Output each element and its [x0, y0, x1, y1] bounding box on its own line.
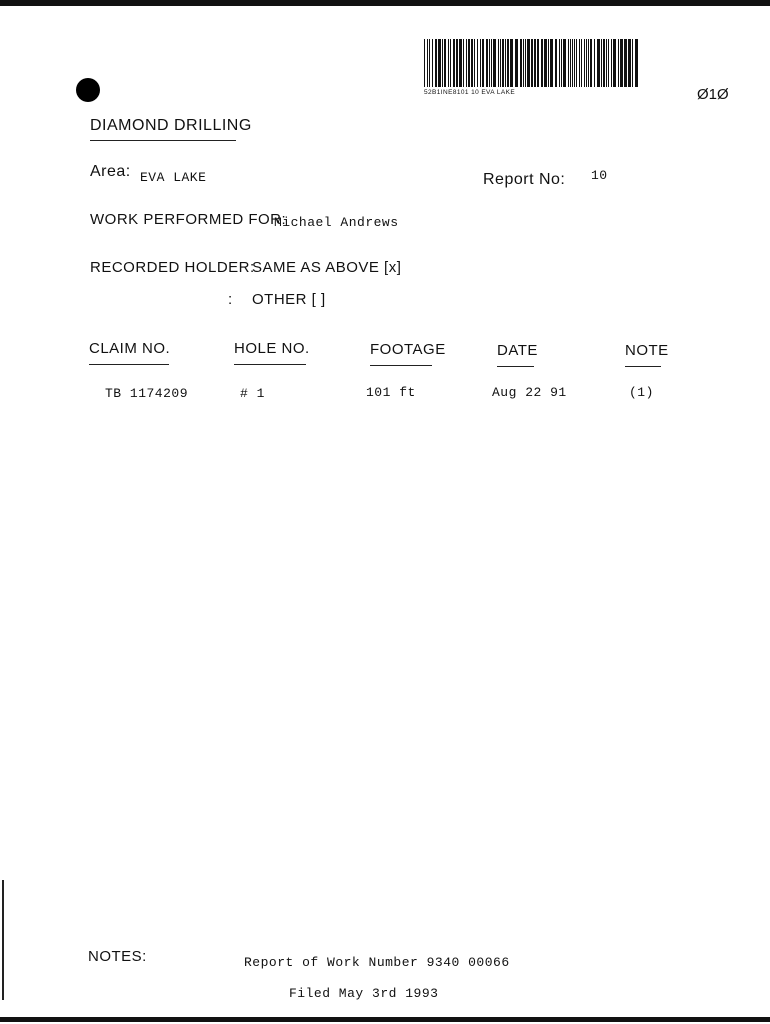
- col-header-claim: CLAIM NO.: [89, 340, 171, 357]
- punch-hole: [76, 78, 100, 102]
- area-label: Area:: [90, 163, 131, 180]
- performed-for-label: WORK PERFORMED FOR:: [90, 211, 287, 228]
- barcode-bar: [584, 39, 585, 87]
- barcode-bar: [482, 39, 484, 87]
- barcode-bar: [525, 39, 526, 87]
- barcode-bar: [500, 39, 501, 87]
- barcode-bar: [459, 39, 462, 87]
- barcode-bar: [601, 39, 602, 87]
- barcode-bar: [463, 39, 464, 87]
- barcode-bar: [632, 39, 633, 87]
- barcode-bar: [579, 39, 580, 87]
- barcode-bar: [561, 39, 562, 87]
- barcode-bar: [624, 39, 627, 87]
- barcode-bar: [527, 39, 530, 87]
- page-title: DIAMOND DRILLING: [90, 117, 252, 134]
- cell-footage: 101 ft: [366, 385, 416, 400]
- top-border: [0, 0, 770, 6]
- barcode-bar: [635, 39, 638, 87]
- barcode-bar: [474, 39, 475, 87]
- col-underline-note: [625, 366, 661, 367]
- barcode-bar: [597, 39, 600, 87]
- barcode-bar: [588, 39, 589, 87]
- barcode-bar: [435, 39, 437, 87]
- notes-line-2: Filed May 3rd 1993: [289, 986, 439, 1001]
- barcode-bar: [606, 39, 607, 87]
- barcode-bar: [438, 39, 441, 87]
- barcode-bar: [424, 39, 425, 87]
- barcode-graphic: [424, 39, 642, 87]
- barcode-bar: [544, 39, 547, 87]
- barcode-bar: [608, 39, 609, 87]
- col-underline-hole: [234, 364, 306, 365]
- barcode-bar: [491, 39, 492, 87]
- barcode-bar: [493, 39, 496, 87]
- barcode-bar: [531, 39, 533, 87]
- holder-other-colon: :: [228, 291, 233, 308]
- barcode-bar: [550, 39, 553, 87]
- barcode-bar: [603, 39, 605, 87]
- recorded-holder-label: RECORDED HOLDER:: [90, 259, 255, 276]
- barcode-bar: [570, 39, 571, 87]
- barcode-bar: [555, 39, 557, 87]
- col-header-hole: HOLE NO.: [234, 340, 310, 357]
- barcode-bar: [444, 39, 446, 87]
- col-underline-footage: [370, 365, 432, 366]
- barcode-bar: [520, 39, 522, 87]
- left-edge: [2, 880, 4, 1000]
- report-value: 10: [591, 168, 608, 183]
- barcode-bar: [620, 39, 623, 87]
- barcode-bar: [498, 39, 499, 87]
- barcode-bar: [548, 39, 549, 87]
- barcode-bar: [572, 39, 573, 87]
- title-underline: [90, 140, 236, 141]
- barcode-bar: [432, 39, 433, 87]
- area-value: EVA LAKE: [140, 170, 207, 185]
- cell-note: (1): [629, 385, 654, 400]
- cell-date: Aug 22 91: [492, 385, 567, 400]
- col-header-date: DATE: [497, 342, 538, 359]
- barcode-bar: [537, 39, 539, 87]
- barcode-bar: [505, 39, 506, 87]
- barcode-bar: [510, 39, 513, 87]
- barcode-bar: [594, 39, 595, 87]
- report-label: Report No:: [483, 171, 566, 188]
- barcode-bar: [442, 39, 443, 87]
- barcode-bar: [576, 39, 577, 87]
- corner-code: Ø1Ø: [697, 86, 729, 103]
- cell-hole: # 1: [240, 386, 265, 401]
- barcode-bar: [502, 39, 504, 87]
- performed-for-value: Michael Andrews: [274, 215, 399, 230]
- notes-line-1: Report of Work Number 9340 00066: [244, 955, 510, 970]
- barcode-bar: [581, 39, 582, 87]
- col-underline-date: [497, 366, 534, 367]
- barcode-bar: [628, 39, 631, 87]
- barcode-bar: [448, 39, 449, 87]
- holder-other-option: OTHER [ ]: [252, 291, 326, 308]
- bottom-border: [0, 1017, 770, 1022]
- barcode-bar: [427, 39, 428, 87]
- barcode-bar: [456, 39, 458, 87]
- barcode-bar: [559, 39, 560, 87]
- barcode-bar: [480, 39, 481, 87]
- notes-label: NOTES:: [88, 948, 147, 965]
- barcode-bar: [523, 39, 524, 87]
- barcode-bar: [486, 39, 488, 87]
- barcode-bar: [468, 39, 470, 87]
- barcode-bar: [618, 39, 619, 87]
- col-header-footage: FOOTAGE: [370, 341, 446, 358]
- barcode-bar: [534, 39, 536, 87]
- barcode-bar: [613, 39, 616, 87]
- barcode: [424, 39, 642, 87]
- barcode-bar: [507, 39, 509, 87]
- barcode-bar: [568, 39, 569, 87]
- barcode-bar: [450, 39, 451, 87]
- barcode-caption: 52B1INE8101 10 EVA LAKE: [424, 89, 516, 96]
- barcode-bar: [489, 39, 490, 87]
- cell-claim: TB 1174209: [105, 386, 189, 401]
- col-header-note: NOTE: [625, 342, 669, 359]
- barcode-bar: [429, 39, 430, 87]
- barcode-bar: [590, 39, 592, 87]
- barcode-bar: [574, 39, 575, 87]
- barcode-bar: [515, 39, 518, 87]
- barcode-bar: [466, 39, 467, 87]
- barcode-bar: [563, 39, 566, 87]
- col-underline-claim: [89, 364, 169, 365]
- barcode-bar: [541, 39, 543, 87]
- holder-same-option: SAME AS ABOVE [x]: [252, 259, 402, 276]
- barcode-bar: [453, 39, 455, 87]
- barcode-bar: [586, 39, 587, 87]
- barcode-bar: [611, 39, 612, 87]
- barcode-bar: [477, 39, 478, 87]
- barcode-bar: [471, 39, 473, 87]
